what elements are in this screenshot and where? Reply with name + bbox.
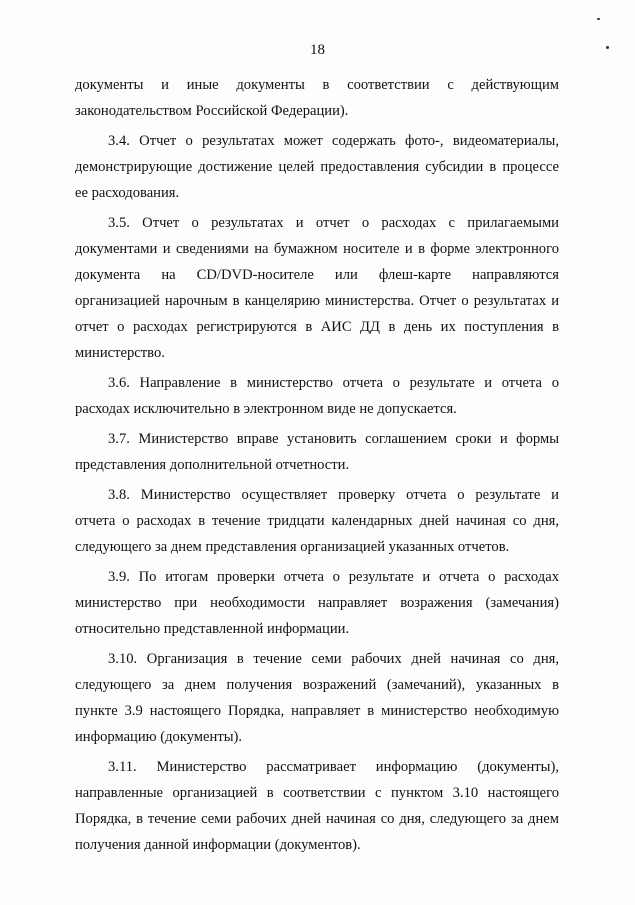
text-line: ее расходования.: [75, 185, 180, 201]
text-line: 3.6. Направление в министерство отчета о результате и отчета о: [108, 375, 559, 391]
text-line: документы и иные документы в соответствии с действующим: [75, 77, 559, 93]
text-line: 3.5. Отчет о результатах и отчет о расходах с прилагаемыми: [108, 215, 559, 231]
scan-speck: [597, 18, 600, 20]
text-line: 3.10. Организация в течение семи рабочих дней начиная со дня,: [108, 651, 559, 667]
paragraph-3-5: [75, 210, 559, 366]
text-line: информацию (документы).: [75, 729, 243, 745]
text-line: относительно представленной информации.: [75, 621, 350, 637]
text-line: отчета о расходах в течение тридцати календарных дней начиная со дня,: [75, 513, 559, 529]
text-line: документами и сведениями на бумажном носителе и в форме электронного: [75, 241, 559, 257]
document-body: [75, 72, 559, 858]
paragraph-continuation: [75, 72, 559, 124]
text-line: демонстрирующие достижение целей предоставления субсидии в процессе: [75, 159, 559, 175]
text-line: следующего за днем представления организацией указанных отчетов.: [75, 539, 510, 555]
paragraph-3-9: [75, 564, 559, 642]
text-line: министерство при необходимости направляет возражения (замечания): [75, 595, 559, 611]
text-line: 3.9. По итогам проверки отчета о результате и отчета о расходах: [108, 569, 559, 585]
text-line: законодательством Российской Федерации).: [75, 103, 349, 119]
text-line: организацией нарочным в канцелярию министерства. Отчет о результатах и: [75, 293, 559, 309]
text-line: пункте 3.9 настоящего Порядка, направляет в министерство необходимую: [75, 703, 559, 719]
paragraph-3-4: [75, 128, 559, 206]
text-line: Порядка, в течение семи рабочих дней начиная со дня, следующего за днем: [75, 811, 559, 827]
paragraph-3-11: [75, 754, 559, 858]
text-line: 3.8. Министерство осуществляет проверку отчета о результате и: [108, 487, 559, 503]
text-line: 3.7. Министерство вправе установить соглашением сроки и формы: [108, 431, 559, 447]
text-line: отчет о расходах регистрируются в АИС ДД в день их поступления в: [75, 319, 559, 335]
paragraph-3-6: [75, 370, 559, 422]
text-line: министерство.: [75, 345, 165, 361]
paragraph-3-7: [75, 426, 559, 478]
text-line: 3.4. Отчет о результатах может содержать фото-, видеоматериалы,: [108, 133, 559, 149]
page-number: 18: [310, 42, 325, 58]
paragraph-3-10: [75, 646, 559, 750]
scan-speck: [606, 46, 609, 49]
text-line: следующего за днем получения возражений (замечаний), указанных в: [75, 677, 559, 693]
text-line: получения данной информации (документов).: [75, 837, 361, 853]
text-line: 3.11. Министерство рассматривает информацию (документы),: [108, 759, 559, 775]
paragraph-3-8: [75, 482, 559, 560]
text-line: документа на CD/DVD-носителе или флеш-карте направляются: [75, 267, 559, 283]
text-line: расходах исключительно в электронном виде не допускается.: [75, 401, 457, 417]
text-line: представления дополнительной отчетности.: [75, 457, 350, 473]
text-line: направленные организацией в соответствии с пунктом 3.10 настоящего: [75, 785, 559, 801]
